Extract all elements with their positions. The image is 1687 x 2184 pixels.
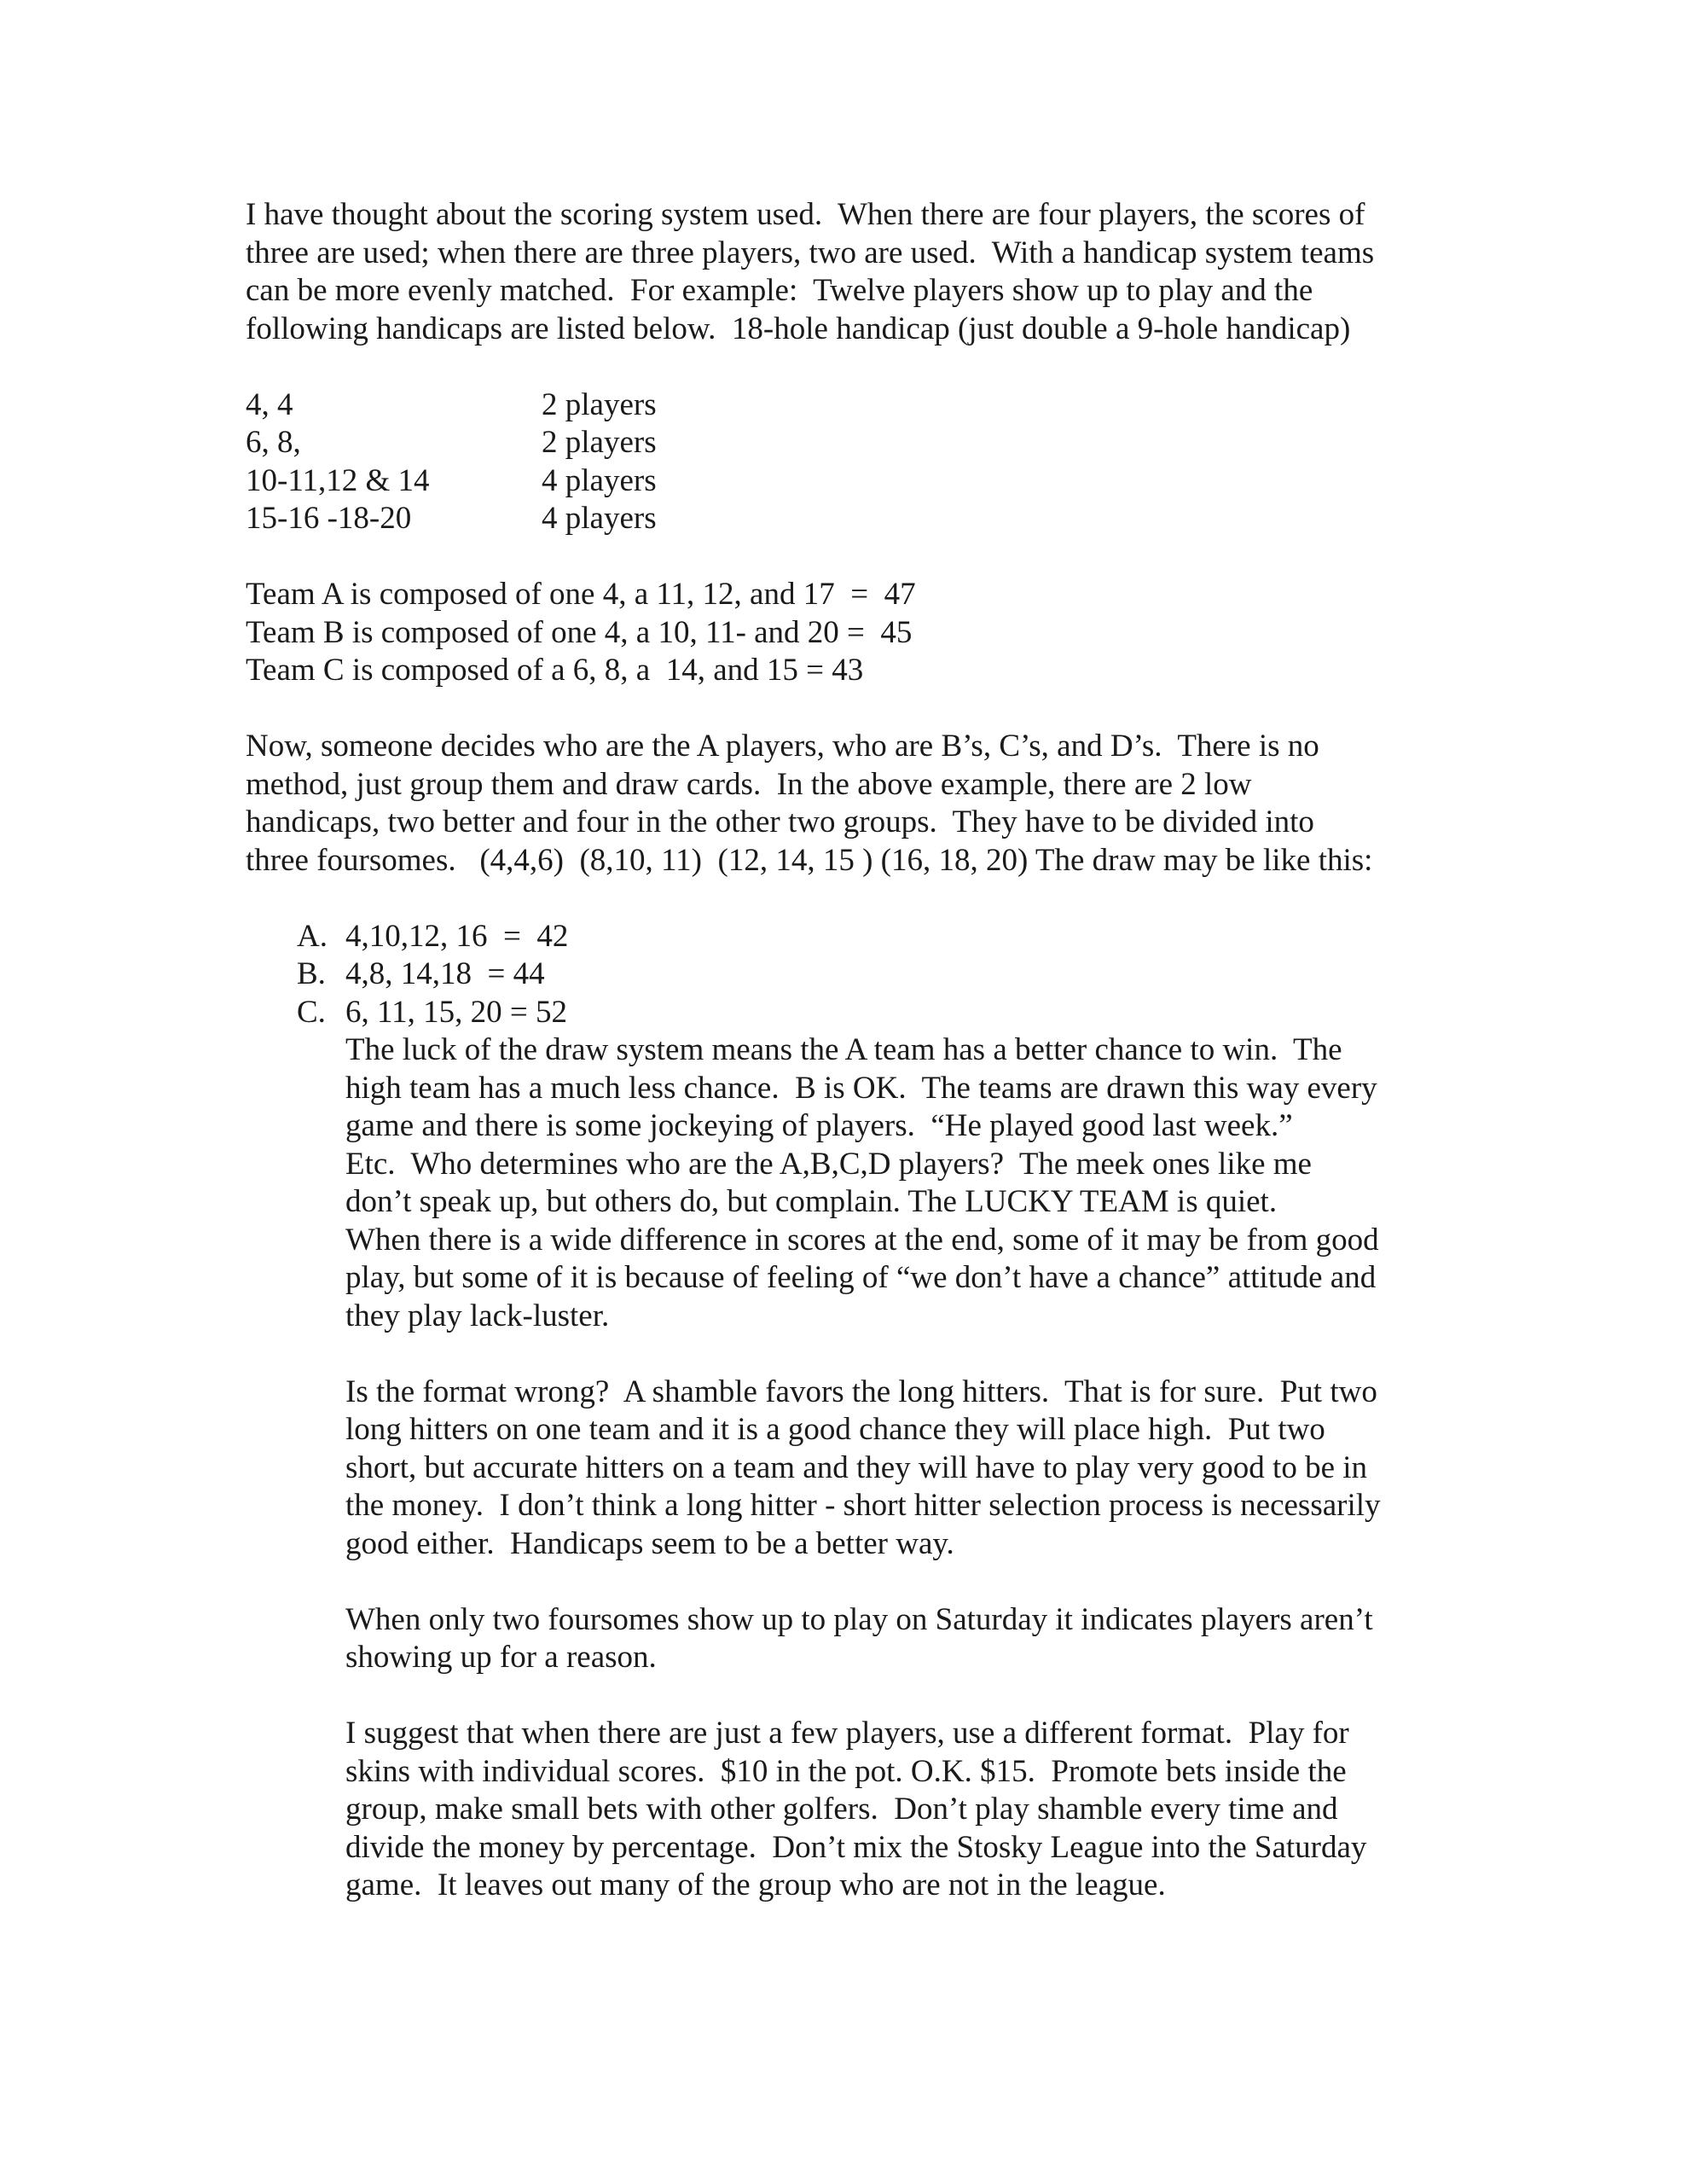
text-line: following handicaps are listed below. 18-hole handicap (just double a 9-hole handicap) <box>246 311 1351 346</box>
suggestion-paragraph <box>345 1715 1457 1905</box>
list-item <box>297 956 1457 994</box>
handicap-row <box>246 386 1457 425</box>
paragraph-gap <box>246 1563 1457 1601</box>
paragraph-gap <box>246 1677 1457 1716</box>
handicap-count: 2 players <box>542 425 657 460</box>
teams-paragraph <box>246 576 1457 690</box>
handicap-range: 4, 4 <box>246 386 293 422</box>
text-line: three foursomes. (4,4,6) (8,10, 11) (12, 14, 15 ) (16, 18, 20) The draw may be like this: <box>246 842 1373 878</box>
method-paragraph <box>246 728 1457 880</box>
text-line: divide the money by percentage. Don’t mix the Stosky League into the Saturday <box>345 1829 1367 1865</box>
text-line: don’t speak up, but others do, but complain. The LUCKY TEAM is quiet. <box>345 1184 1278 1219</box>
text-line: When only two foursomes show up to play on Saturday it indicates players aren’t <box>345 1601 1373 1637</box>
text-line: good either. Handicaps seem to be a better way. <box>345 1525 954 1561</box>
intro-paragraph <box>246 196 1457 348</box>
list-marker: C. <box>297 994 326 1030</box>
paragraph-gap <box>246 348 1457 386</box>
handicap-range: 10-11,12 & 14 <box>246 462 430 498</box>
text-line: skins with individual scores. $10 in the pot. O.K. $15. Promote bets inside the <box>345 1753 1347 1789</box>
luck-paragraph <box>345 1031 1457 1335</box>
list-item <box>297 918 1457 956</box>
text-line: long hitters on one team and it is a good chance they will place high. Put two <box>345 1412 1325 1447</box>
text-line: short, but accurate hitters on a team and they will have to play very good to be in <box>345 1449 1368 1485</box>
list-marker: A. <box>297 918 328 954</box>
handicap-count: 2 players <box>542 386 657 422</box>
team-line: Team C is composed of a 6, 8, a 14, and 15 = 43 <box>246 653 864 688</box>
attendance-paragraph <box>345 1601 1457 1677</box>
format-paragraph <box>345 1374 1457 1564</box>
team-line: Team A is composed of one 4, a 11, 12, and 17 = 47 <box>246 577 916 612</box>
paragraph-gap <box>246 690 1457 729</box>
handicap-table <box>246 386 1457 538</box>
paragraph-gap <box>246 1335 1457 1374</box>
list-item <box>297 994 1457 1032</box>
handicap-count: 4 players <box>542 462 657 498</box>
text-line: I suggest that when there are just a few players, use a different format. Play for <box>345 1716 1349 1751</box>
text-line: three are used; when there are three players, two are used. With a handicap system teams <box>246 235 1375 270</box>
text-line: Etc. Who determines who are the A,B,C,D players? The meek ones like me <box>345 1146 1312 1182</box>
handicap-range: 6, 8, <box>246 425 301 460</box>
text-line: I have thought about the scoring system used. When there are four players, the scores of <box>246 197 1365 232</box>
paragraph-gap <box>246 880 1457 918</box>
draw-list <box>297 918 1457 1032</box>
text-line: can be more evenly matched. For example: Twelve players show up to play and the <box>246 273 1313 308</box>
list-item-text: 6, 11, 15, 20 = 52 <box>345 994 567 1030</box>
text-line: high team has a much less chance. B is OK. The teams are drawn this way every <box>345 1070 1377 1106</box>
text-line: the money. I don’t think a long hitter - short hitter selection process is necessarily <box>345 1488 1381 1523</box>
text-line: handicaps, two better and four in the other two groups. They have to be divided into <box>246 804 1314 839</box>
paragraph-gap <box>246 538 1457 577</box>
text-line: play, but some of it is because of feeling of “we don’t have a chance” attitude and <box>345 1260 1377 1295</box>
team-line: Team B is composed of one 4, a 10, 11- and 20 = 45 <box>246 614 913 650</box>
handicap-range: 15-16 -18-20 <box>246 501 412 536</box>
handicap-row <box>246 462 1457 501</box>
text-line: Now, someone decides who are the A players, who are B’s, C’s, and D’s. There is no <box>246 729 1319 764</box>
text-line: When there is a wide difference in scores at the end, some of it may be from good <box>345 1222 1379 1258</box>
handicap-row <box>246 424 1457 462</box>
list-marker: B. <box>297 956 326 991</box>
text-line: they play lack-luster. <box>345 1298 610 1333</box>
text-line: group, make small bets with other golfers. Don’t play shamble every time and <box>345 1792 1338 1827</box>
text-line: showing up for a reason. <box>345 1640 657 1675</box>
handicap-count: 4 players <box>542 501 657 536</box>
list-item-text: 4,8, 14,18 = 44 <box>345 956 545 991</box>
list-item-text: 4,10,12, 16 = 42 <box>345 918 569 954</box>
text-line: The luck of the draw system means the A team has a better chance to win. The <box>345 1032 1342 1067</box>
text-line: game. It leaves out many of the group who are not in the league. <box>345 1867 1166 1902</box>
document-page <box>246 196 1457 1905</box>
handicap-row <box>246 500 1457 538</box>
text-line: game and there is some jockeying of players. “He played good last week.” <box>345 1108 1293 1143</box>
text-line: Is the format wrong? A shamble favors the long hitters. That is for sure. Put two <box>345 1374 1377 1409</box>
text-line: method, just group them and draw cards. In the above example, there are 2 low <box>246 766 1252 802</box>
